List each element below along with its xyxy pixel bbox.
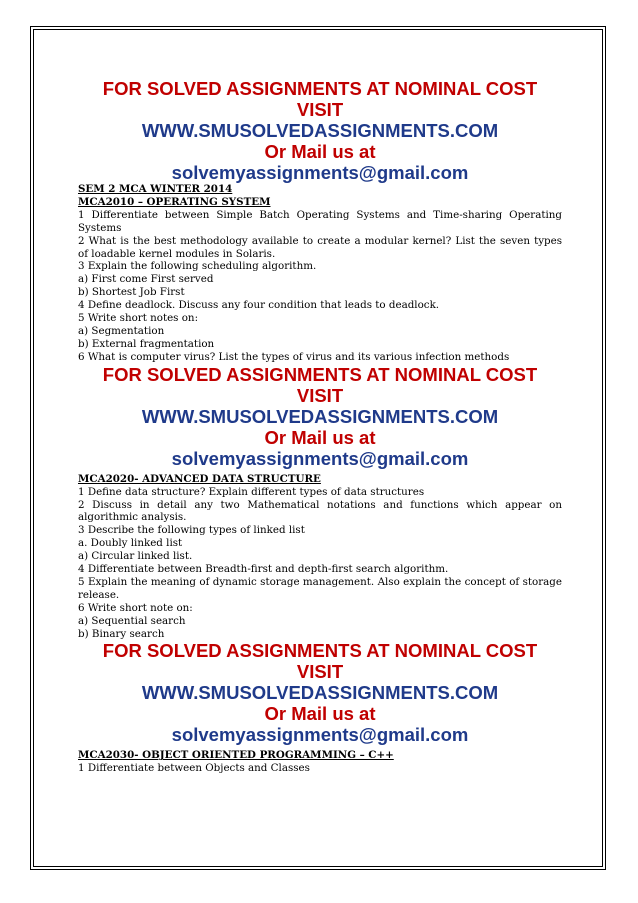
question-line: 6 Write short note on: [78,601,193,614]
promo-visit: VISIT [296,661,344,683]
promo-mail-label: Or Mail us at [264,703,376,725]
promo-email: solvemyassignments@gmail.com [171,162,469,183]
question-line: 4 Define deadlock. Discuss any four condition that leads to deadlock. [78,299,440,312]
promo-mail-label: Or Mail us at [264,426,376,448]
question-line: 2 What is the best methodology available to create a modular kernel? List the seven types of loadable kernel modules in Solaris. [78,234,562,260]
question-line: 2 Discuss in detail any two Mathematical notations and functions which appear on algorithmic analysis. [78,498,562,524]
question-line: 3 Describe the following types of linked list [78,524,305,537]
question-line: 1 Define data structure? Explain different types of data structures [78,485,425,498]
promo-headline: FOR SOLVED ASSIGNMENTS AT NOMINAL COST [102,363,538,385]
question-line: a. Doubly linked list [78,537,183,550]
question-line: 5 Explain the meaning of dynamic storage management. Also explain the concept of storage release. [78,575,562,601]
question-line: b) Binary search [78,627,165,640]
question-line: 6 What is computer virus? List the types of virus and its various infection methods [78,350,510,363]
promo-email: solvemyassignments@gmail.com [171,724,469,746]
promo-visit: VISIT [296,99,344,120]
question-line: 3 Explain the following scheduling algorithm. [78,260,317,273]
promo-website: WWW.SMUSOLVEDASSIGNMENTS.COM [141,682,499,704]
subject-heading: MCA2010 – OPERATING SYSTEM [78,195,271,208]
question-line: a) Circular linked list. [78,550,193,563]
question-line: a) Segmentation [78,324,165,337]
promo-headline: FOR SOLVED ASSIGNMENTS AT NOMINAL COST [102,78,538,99]
question-line: b) Shortest Job First [78,286,185,299]
question-line: 4 Differentiate between Breadth-first and depth-first search algorithm. [78,563,449,576]
section-object-oriented-programming [78,749,562,775]
promo-banner [78,364,562,469]
promo-website: WWW.SMUSOLVEDASSIGNMENTS.COM [141,405,499,427]
section-advanced-data-structure [78,473,562,641]
promo-headline: FOR SOLVED ASSIGNMENTS AT NOMINAL COST [102,640,538,662]
promo-visit: VISIT [296,384,344,406]
question-line: a) First come First served [78,273,214,286]
promo-banner [78,78,562,183]
question-line: 5 Write short notes on: [78,312,199,325]
question-line: 1 Differentiate between Simple Batch Operating Systems and Time-sharing Operating Systems [78,208,562,234]
promo-email: solvemyassignments@gmail.com [171,447,469,469]
subject-heading: MCA2030- OBJECT ORIENTED PROGRAMMING – C++ [78,749,394,762]
semester-heading: SEM 2 MCA WINTER 2014 [78,183,233,195]
promo-banner [78,640,562,745]
question-line: a) Sequential search [78,614,186,627]
subject-heading: MCA2020- ADVANCED DATA STRUCTURE [78,472,321,485]
question-line: b) External fragmentation [78,337,215,350]
document-content [78,78,562,775]
section-operating-system [78,183,562,364]
promo-website: WWW.SMUSOLVEDASSIGNMENTS.COM [141,120,499,141]
question-line: 1 Differentiate between Objects and Classes [78,762,310,775]
promo-mail-label: Or Mail us at [264,141,376,162]
